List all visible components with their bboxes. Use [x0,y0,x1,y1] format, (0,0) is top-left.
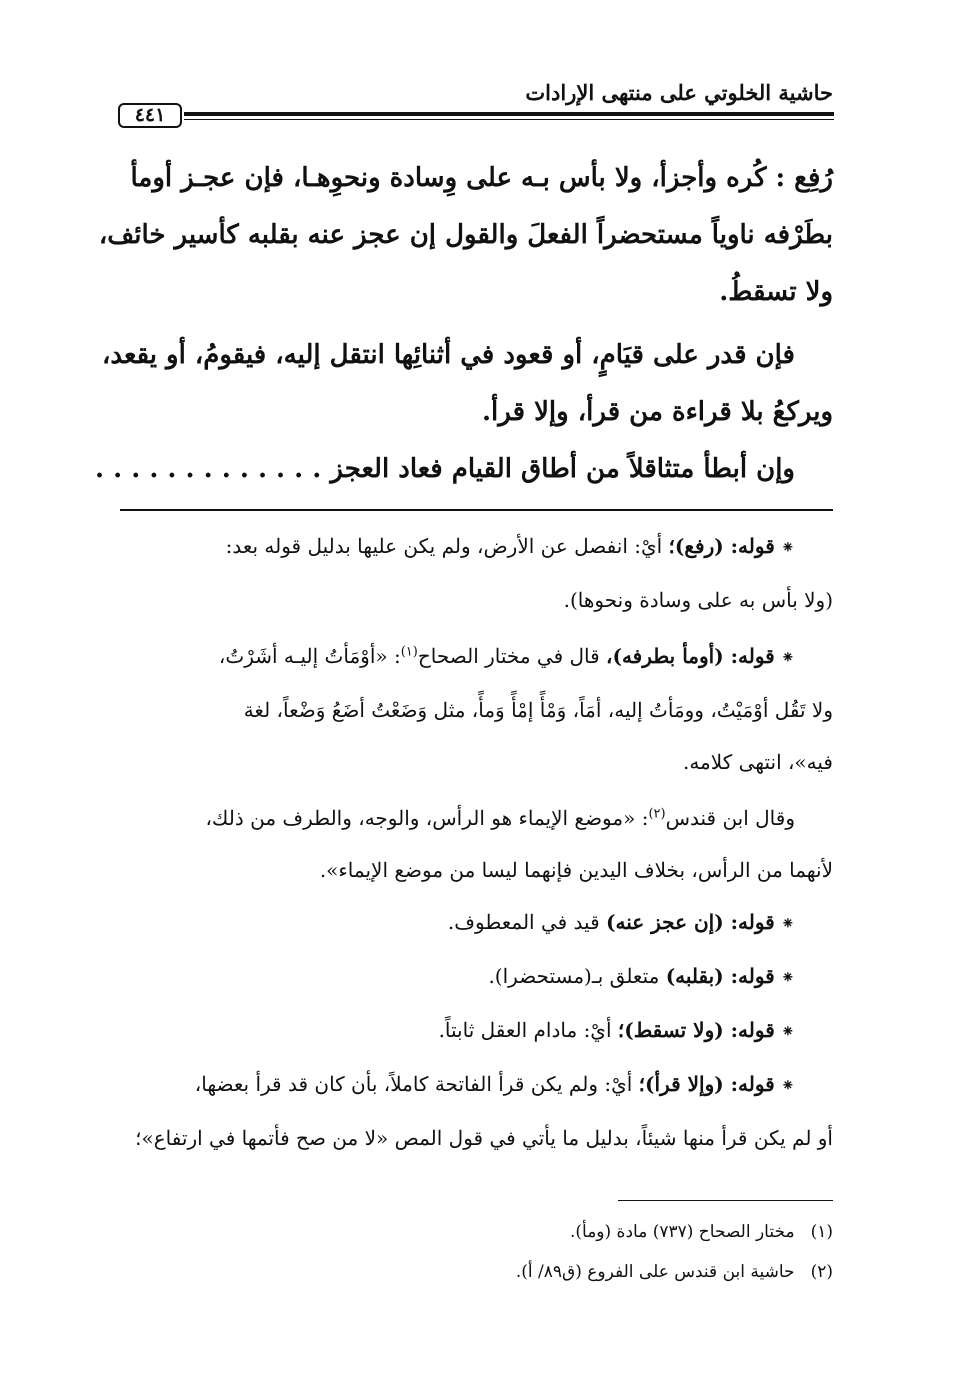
commentary-text: أيْ: مادام العقل ثابتاً. [438,1018,618,1042]
header-rule [184,112,834,116]
footnotes [300,1212,833,1292]
page-number: ٤٤١ [118,103,182,128]
commentary-line [120,1004,833,1058]
commentary-text: : «أوْمَأتُ إليـه أشَرْتُ، [218,644,401,668]
main-text-line: فإن قدر على قيَامٍ، أو قعود في أثنائِها انتقل إليه، فيقومُ، أو يقعد، [102,340,795,370]
commentary-text: أو لم يكن قرأ منها شيئاً، بدليل ما يأتي في قول المص «لا من صح فأتمها في ارتفاع»؛ [135,1126,833,1150]
continuation-dots: . . . . . . . . . . . . . [95,454,322,484]
running-title: حاشية الخلوتي على منتهى الإرادات [525,80,833,105]
lemma: قوله: (إن عجز عنه) [606,910,775,934]
commentary-line [120,844,833,896]
footnote-text: حاشية ابن قندس على الفروع (ق٨٩/ أ). [515,1262,795,1282]
commentary-text: : «موضع الإيماء هو الرأس، والوجه، والطرف من ذلك، [205,806,649,830]
header-rule-thin [184,119,834,120]
main-text-line: ولا تسقطُ. [719,277,833,307]
main-text [95,150,833,493]
main-text-line: وإن أبطأ متثاقلاً من أطاق القيام فعاد العجز [330,454,795,484]
footnote-text: مختار الصحاح (٧٣٧) مادة (ومأ). [569,1222,795,1242]
footnote-number: (١) [810,1222,833,1242]
main-text-line: رُفِع : كُره وأجزأ، ولا بأس بـه على وِسادة ونحوِهـا، فإن عجـز أومأ [130,163,833,193]
commentary-text: ولا تَقُل أوْمَيْتُ، وومَأتُ إليه، أمَاً، وَمْأً إمْأً وَمأً، مثل وَضَعْتُ أضَعُ وَضْعاً، لغة [243,698,833,722]
star-bullet: ⁕ [780,648,795,668]
main-text-line: بطَرْفه ناوياً مستحضراً الفعلَ والقول إن عجز عنه بقلبه كأسير خائف، [98,220,833,250]
commentary-line [120,792,833,844]
commentary-line [120,1112,833,1164]
commentary-text: (ولا بأس به على وسادة ونحوها). [563,588,833,612]
commentary-text: فيه»، انتهى كلامه. [682,750,833,774]
commentary-text: قال في مختار الصحاح [417,644,607,668]
commentary-line [120,1058,833,1112]
star-bullet: ⁕ [780,1022,795,1042]
lemma: قوله: (رفع)؛ [668,534,775,558]
star-bullet: ⁕ [780,538,795,558]
lemma: قوله: (وإلا قرأ)؛ [638,1072,775,1096]
commentary-text: لأنهما من الرأس، بخلاف اليدين فإنهما ليسا من موضع الإيماء». [319,858,833,882]
footnote [300,1212,833,1252]
commentary-text: أيْ: انفصل عن الأرض، ولم يكن عليها بدليل قوله بعد: [225,534,669,558]
commentary-text: قيد في المعطوف. [447,910,607,934]
footnote-ref[interactable]: (٢) [648,806,666,822]
commentary-line [120,574,833,626]
commentary-text: متعلق بـ(مستحضرا). [488,964,666,988]
main-text-continuation [95,445,833,493]
commentary-line [120,520,833,574]
footnote-number: (٢) [810,1262,833,1282]
commentary-line [120,896,833,950]
commentary [120,520,833,1164]
commentary-line [120,630,833,684]
star-bullet: ⁕ [780,1076,795,1096]
lemma: قوله: (ولا تسقط)؛ [617,1018,775,1042]
commentary-text: أيْ: ولم يكن قرأ الفاتحة كاملاً، بأن كان قد قرأ بعضها، [194,1072,639,1096]
commentary-line [120,736,833,788]
footnote-separator [618,1200,833,1201]
star-bullet: ⁕ [780,968,795,988]
commentary-line [120,684,833,736]
main-text-separator [120,509,833,511]
footnote [300,1252,833,1292]
commentary-line [120,950,833,1004]
footnote-ref[interactable]: (١) [400,644,418,660]
lemma: قوله: (بقلبه) [665,964,775,988]
commentary-text: وقال ابن قندس [665,806,795,830]
star-bullet: ⁕ [780,914,795,934]
main-text-line: ويركعُ بلا قراءة من قرأ، وإلا قرأ. [481,397,833,427]
lemma: قوله: (أومأ بطرفه)، [606,644,775,668]
